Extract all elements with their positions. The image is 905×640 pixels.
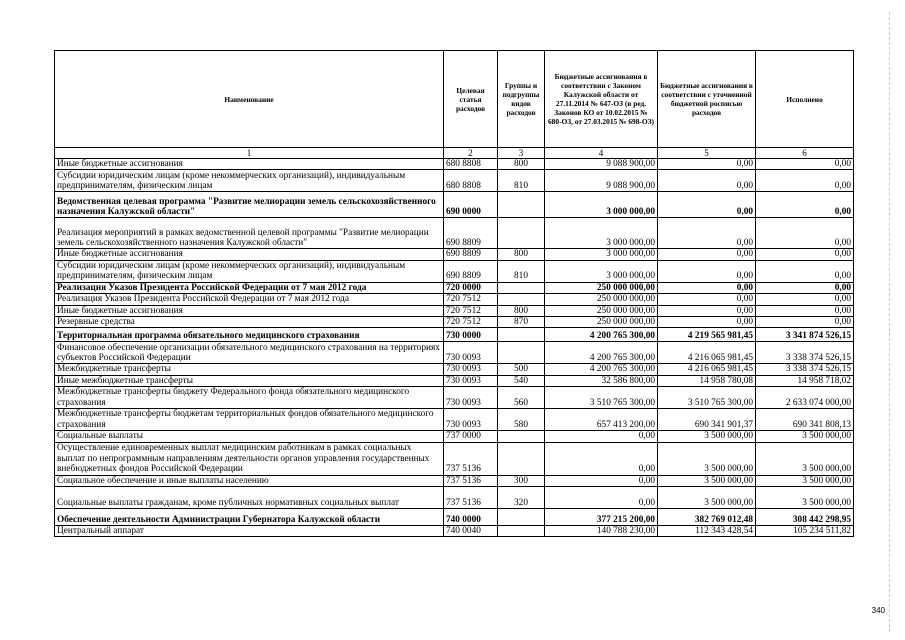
table-row — [55, 192, 854, 218]
row-budget-refined: 0,00 — [658, 294, 756, 305]
row-budget-law: 657 413 200,00 — [545, 409, 658, 431]
column-number: 1 — [55, 148, 444, 159]
table-row — [55, 305, 854, 316]
row-name: Реализация Указов Президента Российской Федерации от 7 мая 2012 года — [55, 294, 444, 305]
row-executed: 0,00 — [756, 192, 854, 218]
row-target-code: 737 5136 — [444, 487, 498, 509]
table-row — [55, 170, 854, 192]
row-budget-law: 250 000 000,00 — [545, 317, 658, 328]
row-group-code: 560 — [498, 387, 545, 409]
table-row — [55, 475, 854, 486]
table-row — [55, 509, 854, 526]
row-target-code: 720 7512 — [444, 305, 498, 316]
row-target-code: 690 0000 — [444, 192, 498, 218]
row-budget-law: 0,00 — [545, 442, 658, 475]
row-target-code: 720 7512 — [444, 317, 498, 328]
row-name: Территориальная программа обязательного медицинского страхования — [55, 328, 444, 342]
row-budget-law: 9 088 900,00 — [545, 159, 658, 170]
row-group-code: 810 — [498, 260, 545, 282]
row-executed: 0,00 — [756, 260, 854, 282]
row-name: Социальные выплаты — [55, 431, 444, 442]
row-budget-refined: 0,00 — [658, 170, 756, 192]
row-budget-law: 377 215 200,00 — [545, 509, 658, 526]
row-budget-refined: 0,00 — [658, 249, 756, 260]
row-budget-refined: 382 769 012,48 — [658, 509, 756, 526]
row-target-code: 737 0000 — [444, 431, 498, 442]
row-executed: 3 338 374 526,15 — [756, 364, 854, 375]
row-group-code — [498, 509, 545, 526]
row-budget-refined: 0,00 — [658, 218, 756, 249]
table-row — [55, 387, 854, 409]
row-name: Осуществление единовременных выплат медицинским работникам в рамках социальных выплат по непрограммным направлениям деятельности органов управления государственных внебюджетных фондов Российской Федерации — [55, 442, 444, 475]
row-executed: 308 442 298,95 — [756, 509, 854, 526]
header-name: Наименование — [55, 51, 444, 148]
row-name: Иные бюджетные ассигнования — [55, 249, 444, 260]
row-budget-law: 0,00 — [545, 487, 658, 509]
table-row — [55, 342, 854, 364]
row-target-code: 740 0000 — [444, 509, 498, 526]
table-row — [55, 260, 854, 282]
table-row — [55, 375, 854, 386]
table-body — [55, 159, 854, 537]
row-budget-refined: 3 510 765 300,00 — [658, 387, 756, 409]
row-budget-law: 4 200 765 300,00 — [545, 328, 658, 342]
row-budget-law: 3 000 000,00 — [545, 218, 658, 249]
row-group-code — [498, 526, 545, 537]
row-executed: 14 958 718,02 — [756, 375, 854, 386]
row-group-code — [498, 431, 545, 442]
row-budget-refined: 3 500 000,00 — [658, 431, 756, 442]
row-budget-law: 3 000 000,00 — [545, 192, 658, 218]
column-number: 2 — [444, 148, 498, 159]
row-target-code: 720 0000 — [444, 282, 498, 293]
table-row — [55, 409, 854, 431]
row-group-code — [498, 442, 545, 475]
header-budget-law: Бюджетные ассигнования в соответствии с Законом Калужской области от 27.11.2014 № 647-ОЗ (в ред. Законов КО от 10.02.2015 № 680-ОЗ, от 27.03.2015 № 698-ОЗ) — [545, 51, 658, 148]
table-row — [55, 526, 854, 537]
row-executed: 0,00 — [756, 294, 854, 305]
row-name: Межбюджетные трансферты бюджету Федерального фонда обязательного медицинского страхования — [55, 387, 444, 409]
row-executed: 105 234 511,82 — [756, 526, 854, 537]
row-name: Финансовое обеспечение организации обязательного медицинского страхования на территориях субъектов Российской Федерации — [55, 342, 444, 364]
row-budget-refined: 112 343 428,54 — [658, 526, 756, 537]
row-target-code: 730 0093 — [444, 409, 498, 431]
row-group-code: 320 — [498, 487, 545, 509]
row-name: Субсидии юридическим лицам (кроме некоммерческих организаций), индивидуальным предпринимателям, физическим лицам — [55, 260, 444, 282]
table-row — [55, 294, 854, 305]
page-number: 340 — [871, 606, 885, 615]
row-target-code: 737 5136 — [444, 442, 498, 475]
header-groups: Группы и подгруппы видов расходов — [498, 51, 545, 148]
row-target-code: 730 0093 — [444, 387, 498, 409]
row-budget-refined: 4 219 565 981,45 — [658, 328, 756, 342]
row-budget-law: 250 000 000,00 — [545, 282, 658, 293]
row-target-code: 690 8809 — [444, 218, 498, 249]
table-row — [55, 487, 854, 509]
table-row — [55, 282, 854, 293]
column-number: 5 — [658, 148, 756, 159]
row-executed: 0,00 — [756, 282, 854, 293]
row-budget-refined: 3 500 000,00 — [658, 475, 756, 486]
table-row — [55, 249, 854, 260]
row-executed: 3 500 000,00 — [756, 431, 854, 442]
row-budget-refined: 0,00 — [658, 305, 756, 316]
column-number: 4 — [545, 148, 658, 159]
row-budget-refined: 690 341 901,37 — [658, 409, 756, 431]
row-executed: 0,00 — [756, 249, 854, 260]
row-name: Резервные средства — [55, 317, 444, 328]
row-budget-refined: 4 216 065 981,45 — [658, 364, 756, 375]
row-budget-refined: 3 500 000,00 — [658, 442, 756, 475]
row-budget-refined: 14 958 780,08 — [658, 375, 756, 386]
row-budget-refined: 0,00 — [658, 159, 756, 170]
row-executed: 3 500 000,00 — [756, 487, 854, 509]
row-name: Субсидии юридическим лицам (кроме некоммерческих организаций), индивидуальным предпринимателям, физическим лицам — [55, 170, 444, 192]
row-name: Ведомственная целевая программа "Развитие мелиорации земель сельскохозяйственного назначения Калужской области" — [55, 192, 444, 218]
row-group-code — [498, 218, 545, 249]
table-row — [55, 442, 854, 475]
row-budget-law: 3 000 000,00 — [545, 249, 658, 260]
header-executed: Исполнено — [756, 51, 854, 148]
row-group-code: 540 — [498, 375, 545, 386]
row-target-code: 720 7512 — [444, 294, 498, 305]
row-budget-law: 250 000 000,00 — [545, 294, 658, 305]
table-row — [55, 159, 854, 170]
row-executed: 0,00 — [756, 159, 854, 170]
row-executed: 2 633 074 000,00 — [756, 387, 854, 409]
row-target-code: 730 0093 — [444, 342, 498, 364]
row-executed: 3 338 374 526,15 — [756, 342, 854, 364]
row-executed: 0,00 — [756, 305, 854, 316]
row-name: Реализация мероприятий в рамках ведомственной целевой программы "Развитие мелиорации земель сельскохозяйственного назначения Калужской области" — [55, 218, 444, 249]
row-budget-refined: 0,00 — [658, 192, 756, 218]
row-group-code: 800 — [498, 305, 545, 316]
row-budget-law: 3 000 000,00 — [545, 260, 658, 282]
column-number: 3 — [498, 148, 545, 159]
row-budget-law: 4 200 765 300,00 — [545, 342, 658, 364]
row-executed: 3 500 000,00 — [756, 442, 854, 475]
row-name: Иные бюджетные ассигнования — [55, 305, 444, 316]
row-name: Социальные выплаты гражданам, кроме публичных нормативных социальных выплат — [55, 487, 444, 509]
row-group-code: 300 — [498, 475, 545, 486]
row-executed: 3 500 000,00 — [756, 475, 854, 486]
row-budget-law: 140 788 230,00 — [545, 526, 658, 537]
row-executed: 690 341 808,13 — [756, 409, 854, 431]
row-budget-law: 32 586 800,00 — [545, 375, 658, 386]
row-target-code: 680 8808 — [444, 170, 498, 192]
row-budget-law: 0,00 — [545, 431, 658, 442]
row-target-code: 740 0040 — [444, 526, 498, 537]
row-group-code: 800 — [498, 159, 545, 170]
row-group-code: 580 — [498, 409, 545, 431]
row-target-code: 730 0093 — [444, 375, 498, 386]
row-name: Иные бюджетные ассигнования — [55, 159, 444, 170]
row-name: Иные межбюджетные трансферты — [55, 375, 444, 386]
row-name: Межбюджетные трансферты — [55, 364, 444, 375]
column-number: 6 — [756, 148, 854, 159]
row-target-code: 737 5136 — [444, 475, 498, 486]
row-budget-law: 4 200 765 300,00 — [545, 364, 658, 375]
row-group-code — [498, 282, 545, 293]
row-group-code — [498, 328, 545, 342]
row-executed: 0,00 — [756, 218, 854, 249]
row-name: Центральный аппарат — [55, 526, 444, 537]
row-group-code: 500 — [498, 364, 545, 375]
row-target-code: 690 8809 — [444, 260, 498, 282]
table-row — [55, 431, 854, 442]
table-row — [55, 317, 854, 328]
row-group-code — [498, 342, 545, 364]
row-budget-law: 250 000 000,00 — [545, 305, 658, 316]
row-budget-refined: 0,00 — [658, 317, 756, 328]
row-executed: 0,00 — [756, 170, 854, 192]
row-target-code: 730 0000 — [444, 328, 498, 342]
header-target: Целевая статья расходов — [444, 51, 498, 148]
row-group-code: 810 — [498, 170, 545, 192]
row-budget-law: 9 088 900,00 — [545, 170, 658, 192]
row-name: Реализация Указов Президента Российской Федерации от 7 мая 2012 года — [55, 282, 444, 293]
row-budget-refined: 3 500 000,00 — [658, 487, 756, 509]
row-budget-refined: 4 216 065 981,45 — [658, 342, 756, 364]
row-name: Обеспечение деятельности Администрации Губернатора Калужской области — [55, 509, 444, 526]
row-target-code: 690 8809 — [444, 249, 498, 260]
row-executed: 0,00 — [756, 317, 854, 328]
row-group-code: 800 — [498, 249, 545, 260]
row-group-code: 870 — [498, 317, 545, 328]
budget-table — [54, 50, 854, 537]
row-target-code: 680 8808 — [444, 159, 498, 170]
row-target-code: 730 0093 — [444, 364, 498, 375]
row-budget-refined: 0,00 — [658, 282, 756, 293]
row-executed: 3 341 874 526,15 — [756, 328, 854, 342]
row-name: Межбюджетные трансферты бюджетам территориальных фондов обязательного медицинского страхования — [55, 409, 444, 431]
table-row — [55, 328, 854, 342]
table-row — [55, 364, 854, 375]
row-group-code — [498, 294, 545, 305]
row-name: Социальное обеспечение и иные выплаты населению — [55, 475, 444, 486]
header-budget-refined: Бюджетные ассигнования в соответствии с уточненной бюджетной росписью расходов — [658, 51, 756, 148]
row-budget-law: 0,00 — [545, 475, 658, 486]
row-budget-refined: 0,00 — [658, 260, 756, 282]
row-group-code — [498, 192, 545, 218]
row-budget-law: 3 510 765 300,00 — [545, 387, 658, 409]
table-row — [55, 218, 854, 249]
margin-mark — [889, 12, 891, 632]
